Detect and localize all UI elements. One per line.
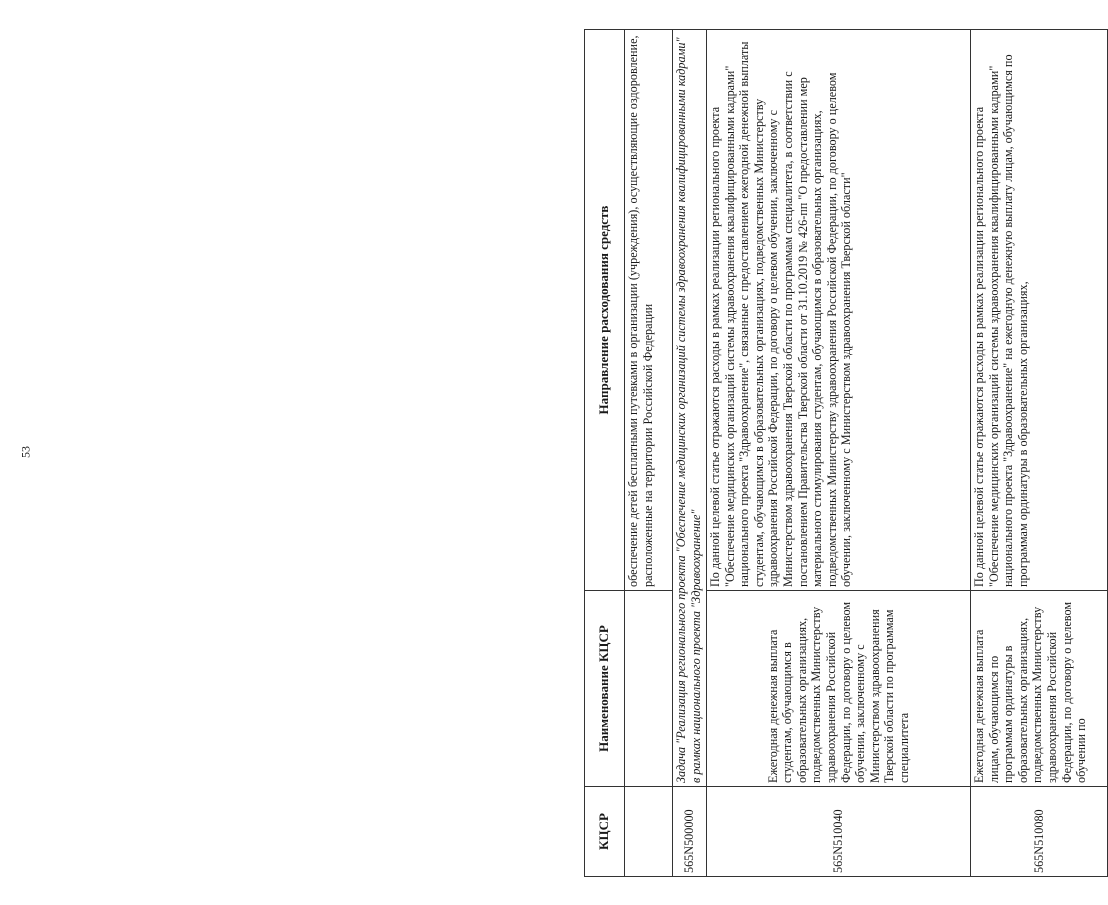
- row-code: 565N510040: [707, 787, 971, 877]
- table-row: [707, 30, 971, 877]
- intro-row: [625, 30, 673, 877]
- task-text: Задача "Реализация регионального проекта "Обеспечение медицинских организаций системы здравоохранения квалифицированными кадрами" в рамках национального проекта "Здравоохранение": [673, 30, 707, 787]
- table-header-row: [585, 30, 625, 877]
- intro-direction: обеспечение детей бесплатными путевками в организации (учреждения), осуществляющие оздоровление, расположенные на территории Российской Федерации: [625, 30, 673, 591]
- header-direction: Направление расходования средств: [585, 30, 625, 591]
- table-row: [971, 30, 1108, 877]
- task-row: [673, 30, 707, 877]
- rotated-page-content: [584, 29, 1108, 877]
- row-direction: По данной целевой статье отражаются расходы в рамках реализации регионального проекта "Обеспечение медицинских организаций системы здравоохранения квалифицированными кадрами" национального проекта "Здравоохранение" на ежегодную денежную выплату лицам, обучающимся по программам ординатуры в образовательных организациях,: [971, 30, 1108, 591]
- task-code: 565N500000: [673, 787, 707, 877]
- header-kcsr: КЦСР: [585, 787, 625, 877]
- kcsr-table: [584, 29, 1108, 877]
- page-number: 53: [18, 446, 33, 458]
- row-direction: По данной целевой статье отражаются расходы в рамках реализации регионального проекта "Обеспечение медицинских организаций системы здравоохранения квалифицированными кадрами" национального проекта "Здравоохранение", связанные с предоставлением ежегодной денежной выплаты студентам, обучающимся в образовательных организациях, подведомственных Министерству здравоохранения Российской Федерации, по договору о целевом обучении, заключенному с Министерством здравоохранения Тверской области по программам специалитета, в соответствии с постановлением Правительства Тверской области от 31.10.2019 № 426-пп "О предоставлении мер материального стимулирования студентам, обучающимся в образовательных организациях, подведомственных Министерству здравоохранения Российской Федерации, по договору о целевом обучении, заключенному с Министерством здравоохранения Тверской области": [707, 30, 971, 591]
- header-name: Наименование КЦСР: [585, 591, 625, 787]
- intro-name-cell: [625, 591, 673, 787]
- intro-code-cell: [625, 787, 673, 877]
- row-name: Ежегодная денежная выплата студентам, обучающимся в образовательных организациях, подведомственных Министерству здравоохранения Российской Федерации, по договору о целевом обучении, заключенному с Министерством здравоохранения Тверской области по программам специалитета: [707, 591, 971, 787]
- row-name: Ежегодная денежная выплата лицам, обучающимся по программам ординатуры в образовательных организациях, подведомственных Министерству здравоохранения Российской Федерации, по договору о целевом обучении по: [971, 591, 1108, 787]
- row-code: 565N510080: [971, 787, 1108, 877]
